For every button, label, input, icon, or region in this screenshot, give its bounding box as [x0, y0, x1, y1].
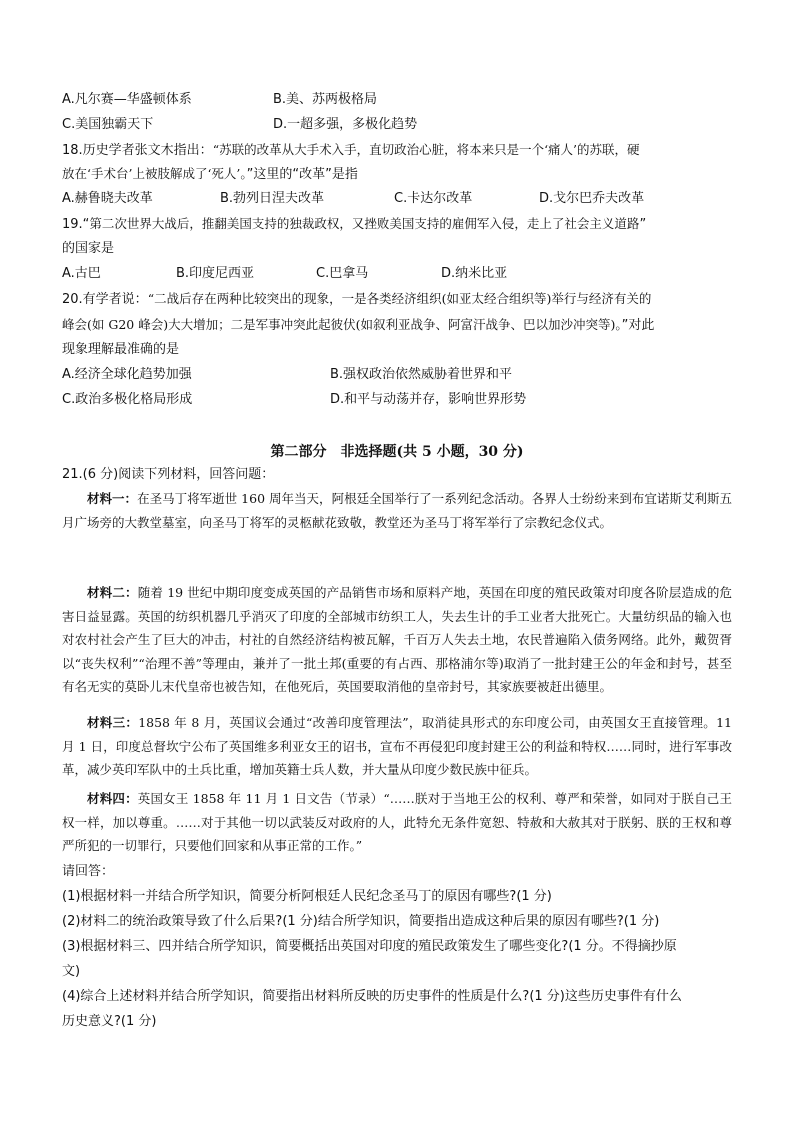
q19-option-d: D.纳米比亚	[441, 266, 508, 281]
q20-stem-suffix: ”对此	[621, 318, 655, 333]
material-4-text: 英国女王 1858 年 11 月 1 日文告（节录）“……朕对于当地王公的权利、尊严和荣誉，如同对于朕自己王权一样，加以尊重。……对于其他一切以武装反对政府的人，此特允无条件宽恕、特赦和大赦其对于朕躬、朕的王权和尊严所犯的一切罪行，只要他们回家和从事正常的工作。”	[62, 791, 732, 853]
q21-intro: 21.(6 分)阅读下列材料，回答问题：	[62, 467, 275, 482]
q18-stem-line1	[62, 142, 640, 159]
q18-stem-prefix: 18.历史学者张文木指出：	[62, 143, 213, 158]
q20-stem-prefix: 20.有学者说：	[62, 292, 148, 307]
q21-sub-3-line1: (3)根据材料三、四并结合所学知识，简要概括出英国对印度的殖民政策发生了哪些变化?(1 分。不得摘抄原	[62, 939, 677, 954]
q19-quote-end: ”	[639, 217, 647, 232]
q21-sub-2: (2)材料二的统治政策导致了什么后果?(1 分)结合所学知识，简要指出造成这种后果的原因有哪些?(1 分)	[62, 914, 660, 929]
q21-sub-4-line1: (4)综合上述材料并结合所学知识，简要指出材料所反映的历史事件的性质是什么?(1 分)这些历史事件有什么	[62, 989, 682, 1004]
q18-option-b: B.勃列日涅夫改革	[220, 191, 325, 206]
q19-stem-line1	[62, 216, 646, 233]
q20-stem-line3: 现象理解最准确的是	[62, 342, 180, 357]
q20-quote-part1: “二战后存在两种比较突出的现象，一是各类经济组织(如亚太经合组织等)举行与经济有关的	[147, 291, 652, 306]
q18-quote-part2: 放在‘手术台’上被肢解成了‘死人’。	[62, 166, 247, 181]
q19-option-c: C.巴拿马	[316, 266, 369, 281]
q20-option-a: A.经济全球化趋势加强	[62, 367, 192, 382]
q21-sub-4-line2: 历史意义?(1 分)	[62, 1014, 157, 1029]
material-2-text: 随着 19 世纪中期印度变成英国的产品销售市场和原料产地，英国在印度的殖民政策对印度各阶层造成的危害日益显露。英国的纺织机器几乎消灭了印度的全部城市纺织工人，失去生计的手工业者大批死亡。大量纺织品的输入也对农村社会产生了巨大的冲击，村社的自然经济结构被瓦解，千百万人失去土地，农民普遍陷入债务网络。此外，戴贺胥以“丧失权利”“治理不善”等理由，兼并了一批土邦(重要的有占西、那格浦尔等)取消了一批封建王公的年金和封号，甚至有名无实的莫卧儿末代皇帝也被告知，在他死后，英国要取消他的皇帝封号，其家族要被赶出德里。	[62, 585, 732, 694]
q18-option-d: D.戈尔巴乔夫改革	[539, 191, 645, 206]
q18-stem-line2	[62, 166, 358, 183]
material-3-label: 材料三：	[87, 715, 139, 730]
q18-stem-suffix: ”这里的“改革”是指	[246, 167, 358, 182]
material-2-label: 材料二：	[87, 585, 138, 600]
q17-option-b: B.美、苏两极格局	[273, 92, 378, 107]
q19-stem-prefix: 19.“	[62, 217, 90, 232]
material-1-label: 材料一：	[87, 491, 138, 506]
material-1-text: 在圣马丁将军逝世 160 周年当天，阿根廷全国举行了一系列纪念活动。各界人士纷纷来到布宜诺斯艾利斯五月广场旁的大教堂墓室，向圣马丁将军的灵柩献花致敬，教堂还为圣马丁将军举行了宗教纪念仪式。	[62, 491, 732, 530]
q20-stem-line2	[62, 317, 654, 334]
q18-quote-part1: “苏联的改革从大手术入手，直切政治心脏，将本来只是一个‘痛人’的苏联，硬	[212, 142, 640, 157]
q18-option-c: C.卡达尔改革	[394, 191, 473, 206]
q18-option-a: A.赫鲁晓夫改革	[62, 191, 153, 206]
material-1	[62, 487, 732, 534]
q19-option-a: A.古巴	[62, 266, 101, 281]
q21-sub-3-line2: 文)	[62, 964, 81, 979]
q20-quote-part2: 峰会(如 G20 峰会)大大增加；二是军事冲突此起彼伏(如叙利亚战争、阿富汗战争、巴以加沙冲突等)。	[62, 317, 622, 332]
q20-option-d: D.和平与动荡并存，影响世界形势	[330, 392, 527, 407]
q21-sub-1: (1)根据材料一并结合所学知识，简要分析阿根廷人民纪念圣马丁的原因有哪些?(1 分)	[62, 889, 552, 904]
material-3-text: 1858 年 8 月，英国议会通过“改善印度管理法”，取消徒具形式的东印度公司，由英国女王直接管理。11 月 1 日，印度总督坎宁公布了英国维多利亚女王的诏书，宣布不再侵犯印度封建王公的利益和特权……同时，进行军事改革，减少英印军队中的土兵比重，增加英籍士兵人数，并大量从印度少数民族中征兵。	[62, 715, 732, 777]
q17-option-a: A.凡尔赛—华盛顿体系	[62, 92, 192, 107]
q21-ask: 请回答：	[62, 864, 115, 879]
q19-stem-line2: 的国家是	[62, 241, 115, 256]
material-2	[62, 581, 732, 699]
q19-option-b: B.印度尼西亚	[176, 266, 255, 281]
q20-option-c: C.政治多极化格局形成	[62, 392, 193, 407]
q20-option-b: B.强权政治依然威胁着世界和平	[330, 367, 513, 382]
q17-option-d: D.一超多强，多极化趋势	[273, 117, 418, 132]
material-3	[62, 711, 732, 782]
section-heading: 第二部分 非选择题(共 5 小题，30 分)	[270, 444, 524, 460]
material-4-label: 材料四：	[87, 791, 138, 806]
q17-option-c: C.美国独霸天下	[62, 117, 154, 132]
q19-quote: 第二次世界大战后，推翻美国支持的独裁政权，又挫败美国支持的雇佣军入侵，走上了社会主义道路	[89, 216, 640, 231]
q20-stem-line1	[62, 291, 651, 308]
material-4	[62, 787, 732, 858]
